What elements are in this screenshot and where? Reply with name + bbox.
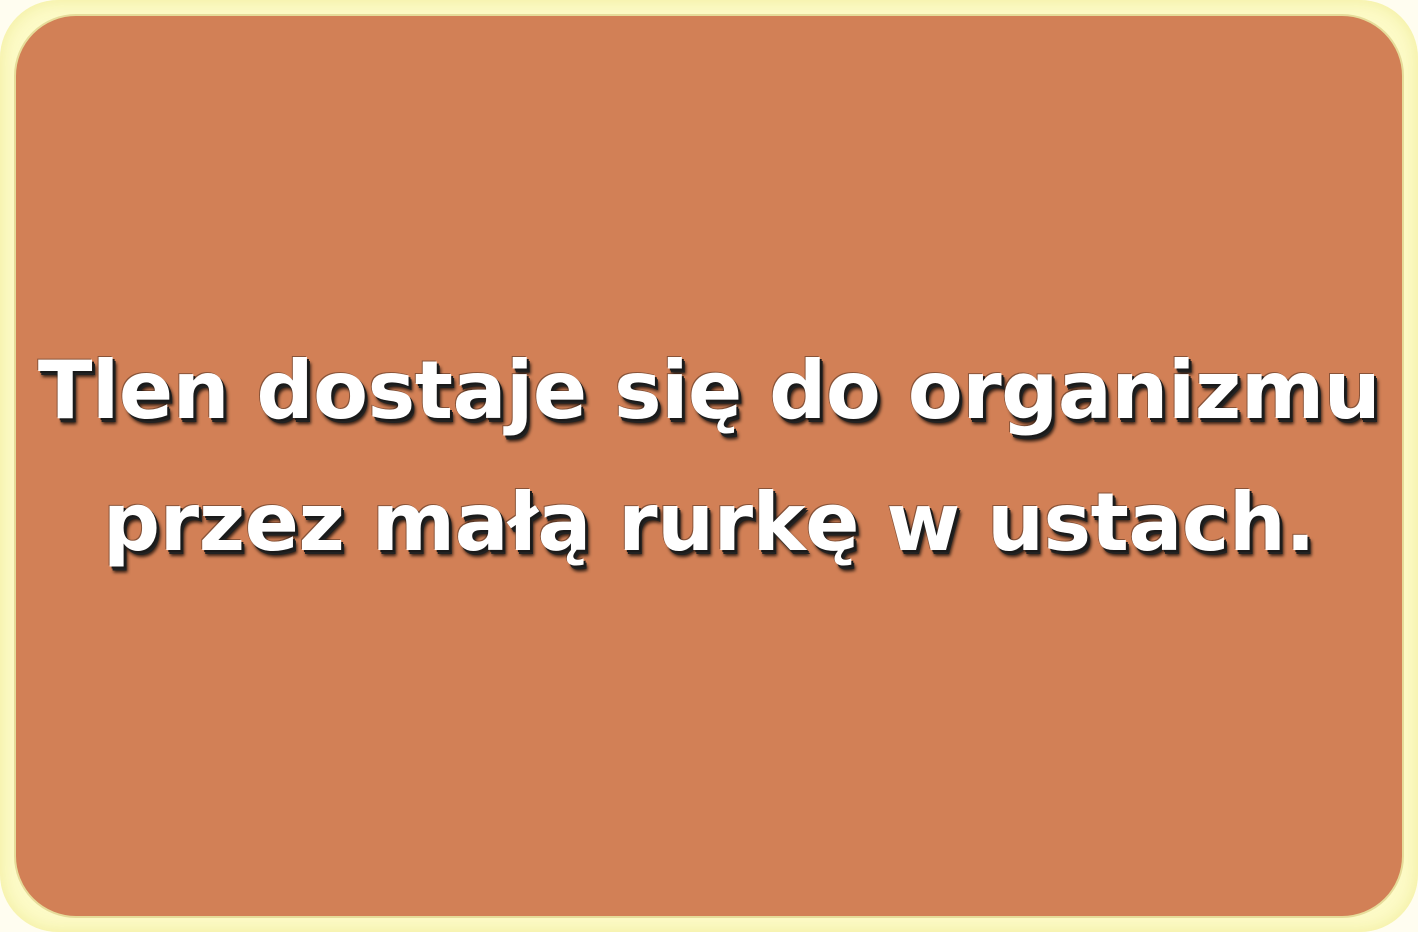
slide-card [14,14,1404,918]
slide-text-line-2: przez małą rurkę w ustach. [102,476,1316,569]
slide-text [19,325,1399,589]
slide-text-line-1: Tlen dostaje się do organizmu [37,344,1381,437]
